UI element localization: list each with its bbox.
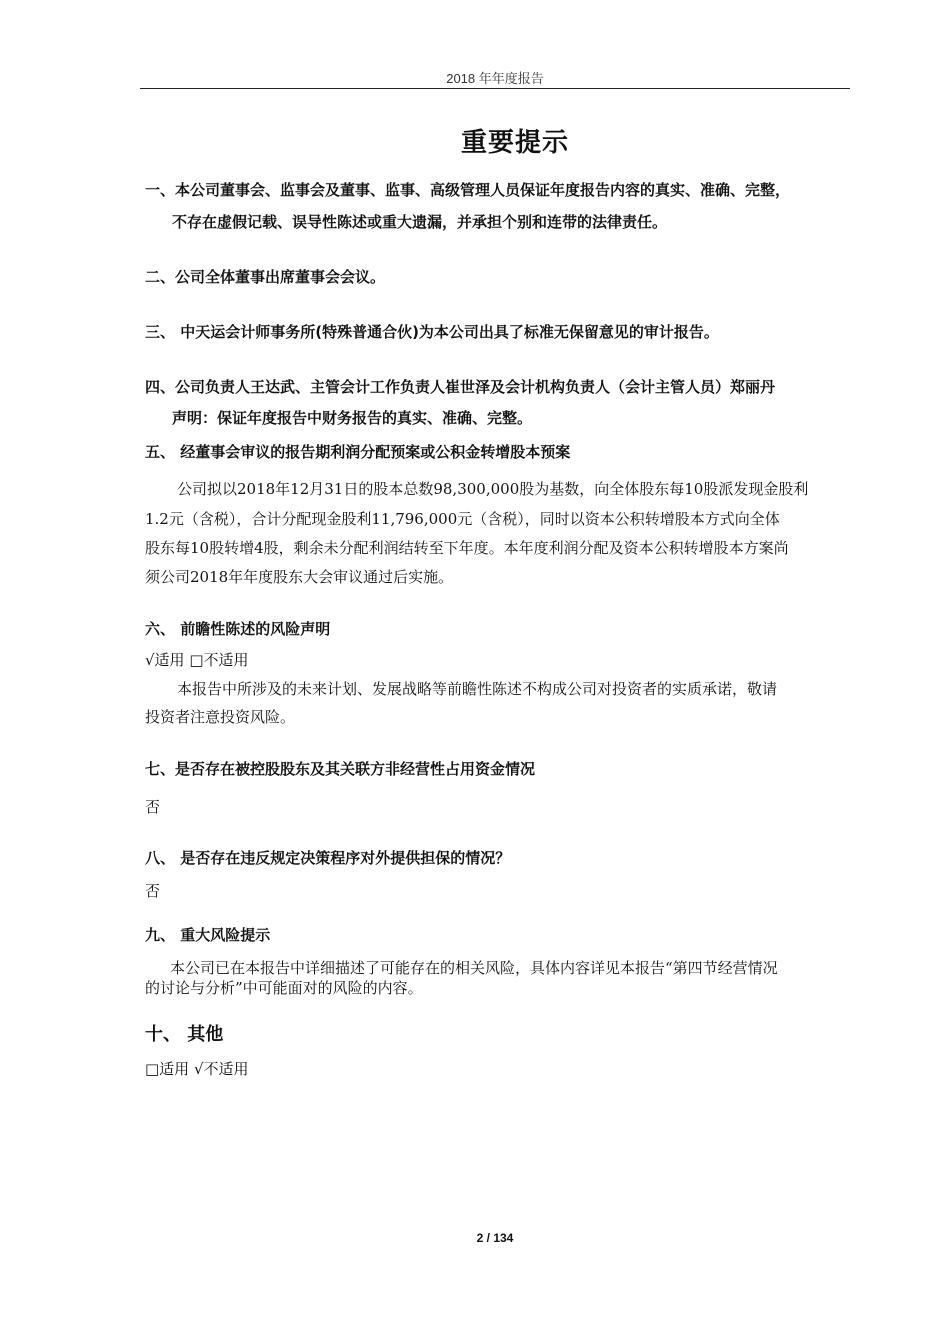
- section-6-heading: 六、 前瞻性陈述的风险声明: [145, 620, 331, 638]
- section-1-line-1: 一、本公司董事会、监事会及董事、监事、高级管理人员保证年度报告内容的真实、准确、完整，: [145, 181, 791, 199]
- section-1-line-2: 不存在虚假记载、误导性陈述或重大遗漏，并承担个别和连带的法律责任。: [172, 213, 668, 231]
- section-6-applicability: √适用 □不适用: [145, 651, 249, 669]
- section-4-line-2: 声明：保证年度报告中财务报告的真实、准确、完整。: [172, 409, 533, 427]
- section-5-heading: 五、 经董事会审议的报告期利润分配预案或公积金转增股本预案: [145, 443, 571, 461]
- section-10-applicability: □适用 √不适用: [145, 1060, 249, 1078]
- page-number: 2 / 134: [476, 1231, 514, 1245]
- section-7-heading: 七、是否存在被控股股东及其关联方非经营性占用资金情况: [145, 760, 536, 778]
- section-9-heading: 九、 重大风险提示: [145, 926, 271, 944]
- page-title: 重要提示: [460, 128, 569, 158]
- section-5-body-line: 股东每10股转增4股，剩余未分配利润结转至下年度。本年度利润分配及资本公积转增股本方案尚: [145, 539, 789, 557]
- page-header: 2018 年年度报告: [446, 71, 544, 86]
- header-divider: [140, 88, 850, 89]
- section-9-body-line: 的讨论与分析”中可能面对的风险的内容。: [145, 979, 423, 997]
- section-7-answer: 否: [145, 798, 161, 816]
- section-6-body-line: 本报告中所涉及的未来计划、发展战略等前瞻性陈述不构成公司对投资者的实质承诺，敬请: [177, 680, 778, 698]
- section-5-body-line: 1.2元（含税），合计分配现金股利11,796,000元（含税），同时以资本公积转增股本方式向全体: [145, 510, 780, 528]
- section-5-body-line: 须公司2018年年度股东大会审议通过后实施。: [145, 568, 454, 586]
- section-10-heading: 十、 其他: [145, 1024, 224, 1045]
- section-2: 二、公司全体董事出席董事会会议。: [145, 268, 386, 286]
- section-3: 三、 中天运会计师事务所(特殊普通合伙)为本公司出具了标准无保留意见的审计报告。: [145, 323, 719, 341]
- section-6-body-line: 投资者注意投资风险。: [145, 708, 296, 726]
- section-8-heading: 八、 是否存在违反规定决策程序对外提供担保的情况？: [145, 849, 511, 867]
- section-5-body-line: 公司拟以2018年12月31日的股本总数98,300,000股为基数，向全体股东每10股派发现金股利: [177, 480, 809, 498]
- section-4-line-1: 四、公司负责人王达武、主管会计工作负责人崔世泽及会计机构负责人（会计主管人员）郑丽丹: [145, 378, 776, 396]
- section-8-answer: 否: [145, 882, 161, 900]
- section-9-body-line: 本公司已在本报告中详细描述了可能存在的相关风险，具体内容详见本报告“第四节经营情况: [170, 959, 778, 977]
